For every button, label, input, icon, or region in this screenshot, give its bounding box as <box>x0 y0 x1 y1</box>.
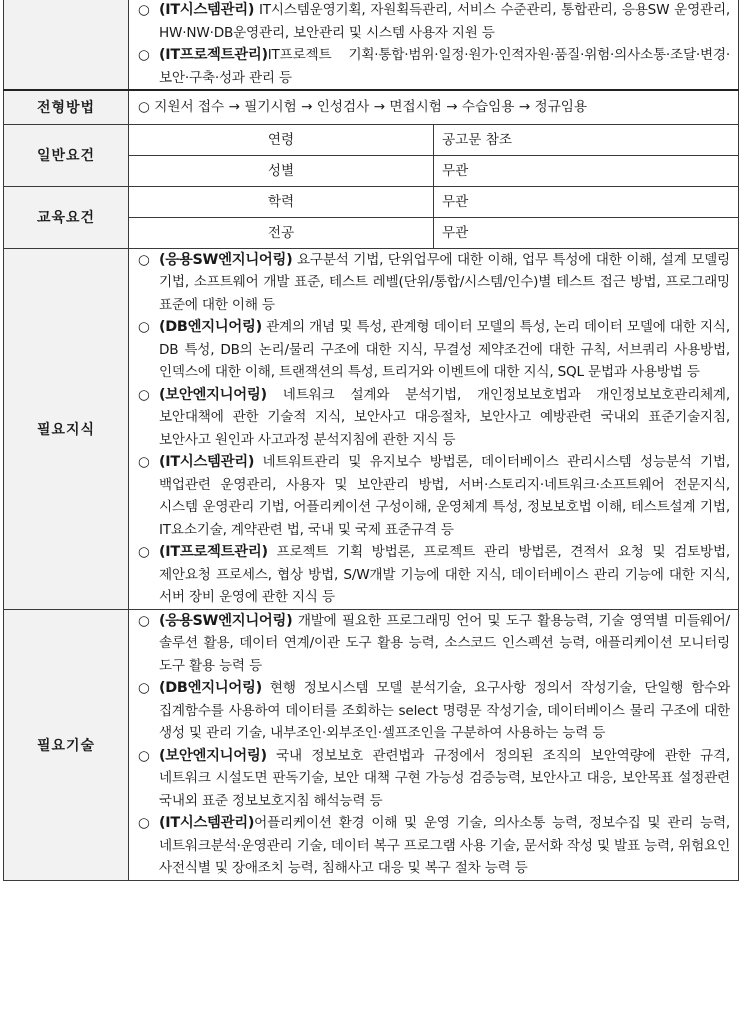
knowledge-content-cell <box>129 248 739 609</box>
degree-key: 학력 <box>129 186 434 217</box>
general-row-age <box>4 124 739 155</box>
age-key: 연령 <box>129 124 434 155</box>
major-key: 전공 <box>129 217 434 248</box>
list-item <box>129 451 738 541</box>
list-item <box>129 812 738 880</box>
item-category: (응용SW엔지니어링) <box>159 251 293 268</box>
circle-bullet-icon: ○ <box>138 251 150 268</box>
list-item <box>129 384 738 452</box>
knowledge-row <box>4 248 739 609</box>
circle-bullet-icon: ○ <box>138 99 150 116</box>
list-item <box>129 541 738 609</box>
circle-bullet-icon: ○ <box>138 2 150 18</box>
process-row <box>4 90 739 124</box>
item-text: 네트워크 설계와 분석기법, 개인정보보호법과 개인정보보호관리체계, 보안대책에 관한 기술적 지식, 보안사고 대응절차, 보안사고 예방관련 국내외 표준기술지침, 보안사고 원인과 사고과정 분석지침에 관한 지식 등 <box>159 386 730 448</box>
item-text: 요구분석 기법, 단위업무에 대한 이해, 업무 특성에 대한 이해, 설계 모델링 기법, 소프트웨어 개발 표준, 테스트 레벨(단위/통합/시스템/인수)별 테스트 접근 방법, 프로그래밍 표준에 대한 이해 등 <box>159 251 730 313</box>
circle-bullet-icon: ○ <box>138 386 150 403</box>
duties-row <box>4 0 739 90</box>
major-value: 무관 <box>434 217 739 248</box>
gender-key: 성별 <box>129 155 434 186</box>
item-text: IT프로젝트 기획·통합·범위·일정·원가·인적자원·품질·위험·의사소통·조달·변경·보안·구축·성과 관리 등 <box>159 47 730 86</box>
duties-label-cell <box>4 0 129 90</box>
degree-value: 무관 <box>434 186 739 217</box>
general-label: 일반요건 <box>4 124 129 186</box>
process-steps: 지원서 접수 → 필기시험 → 인성검사 → 면접시험 → 수습임용 → 정규임용 <box>154 99 587 116</box>
circle-bullet-icon: ○ <box>138 454 150 470</box>
skills-label: 필요기술 <box>4 609 129 880</box>
list-item <box>129 316 738 384</box>
item-category: (IT시스템관리) <box>159 2 255 18</box>
knowledge-label: 필요지식 <box>4 248 129 609</box>
process-content-cell <box>129 90 739 124</box>
education-label: 교육요건 <box>4 186 129 248</box>
list-item <box>129 0 738 44</box>
circle-bullet-icon: ○ <box>138 544 150 560</box>
list-item <box>129 610 738 678</box>
list-item <box>129 677 738 745</box>
item-category: (IT시스템관리) <box>159 815 255 831</box>
education-row-degree <box>4 186 739 217</box>
skills-row <box>4 609 739 880</box>
list-item <box>129 745 738 813</box>
duties-content-cell <box>129 0 739 90</box>
item-category: (보안엔지니어링) <box>159 747 267 764</box>
item-text: 국내 정보보호 관련법과 규정에서 정의된 조직의 보안역량에 관한 규격, 네트워크 시설도면 판독기술, 보안 대책 구현 가능성 검증능력, 보안사고 대응, 보안목표 설정관련 국내외 표준 정보보호지침 해석능력 등 <box>159 747 730 809</box>
age-value: 공고문 참조 <box>434 124 739 155</box>
item-category: (IT시스템관리) <box>159 454 255 470</box>
item-text: 네트워트관리 및 유지보수 방법론, 데이터베이스 관리시스템 성능분석 기법, 백업관련 운영관리, 사용자 및 보안관리 방법, 서버·스토리지·네트워크·소프트웨어 전문지식, 시스템 운영관리 기법, 어플리케이션 구성이해, 운영체계 특성, 정보보호법 이해, 테스트설계 기법, IT요소기술, 계약관련 법, 국내 및 국제 표준규격 등 <box>159 454 730 538</box>
skills-content-cell <box>129 609 739 880</box>
gender-value: 무관 <box>434 155 739 186</box>
list-item <box>129 249 738 317</box>
circle-bullet-icon: ○ <box>138 612 150 629</box>
item-category: (DB엔지니어링) <box>159 680 262 696</box>
circle-bullet-icon: ○ <box>138 747 150 764</box>
process-label: 전형방법 <box>4 90 129 124</box>
item-text: 프로젝트 기획 방법론, 프로젝트 관리 방법론, 견적서 요청 및 검토방법, 제안요청 프로세스, 협상 방법, S/W개발 기능에 대한 지식, 데이터베이스 관리 기능에 대한 지식, 서버 장비 운영에 관한 지식 등 <box>159 544 730 605</box>
circle-bullet-icon: ○ <box>138 47 150 63</box>
item-category: (보안엔지니어링) <box>159 386 267 403</box>
item-category: (IT프로젝트관리) <box>159 47 268 63</box>
item-text: 관계의 개념 및 특성, 관계형 데이터 모델의 특성, 논리 데이터 모델에 대한 지식, DB 특성, DB의 논리/물리 구조에 대한 지식, 무결성 제약조건에 대한 규칙, 서브쿼리 사용방법, 인덱스에 대한 이해, 트랜잭션의 특성, 트리거와 이벤트에 대한 지식, SQL 문법과 사용방법 등 <box>159 319 730 380</box>
circle-bullet-icon: ○ <box>138 815 150 831</box>
item-category: (응용SW엔지니어링) <box>159 612 293 629</box>
circle-bullet-icon: ○ <box>138 319 150 335</box>
item-text: 어플리케이션 환경 이해 및 운영 기술, 의사소통 능력, 정보수집 및 관리 능력, 네트워크분석·운영관리 기술, 데이터 복구 프로그램 사용 기술, 문서화 작성 및 발표 능력, 위험요인 사전식별 및 장애조치 능력, 침해사고 대응 및 복구 절차 능력 등 <box>159 815 730 876</box>
circle-bullet-icon: ○ <box>138 680 150 696</box>
item-category: (IT프로젝트관리) <box>159 544 268 560</box>
item-category: (DB엔지니어링) <box>159 319 262 335</box>
list-item <box>129 44 738 89</box>
item-text: 개발에 필요한 프로그래밍 언어 및 도구 활용능력, 기술 영역별 미들웨어/솔루션 활용, 데이터 연계/이관 도구 활용 능력, 소스코드 인스펙션 능력, 애플리케이션 모니터링 도구 활용 능력 등 <box>159 612 730 674</box>
job-description-table <box>3 0 739 881</box>
item-text: IT시스템운영기획, 자원획득관리, 서비스 수준관리, 통합관리, 응용SW 운영관리, HW·NW·DB운영관리, 보안관리 및 시스템 사용자 지원 등 <box>159 2 730 41</box>
process-text <box>129 96 738 118</box>
item-text: 현행 정보시스템 모델 분석기술, 요구사항 정의서 작성기술, 단일행 함수와 집계함수를 사용하여 데이터를 조회하는 select 명령문 작성기술, 데이터베이스 물리 구조에 대한 생성 및 관리 기술, 내부조인·외부조인·셀프조인을 구분하여 사용하는 능력 등 <box>159 680 730 741</box>
